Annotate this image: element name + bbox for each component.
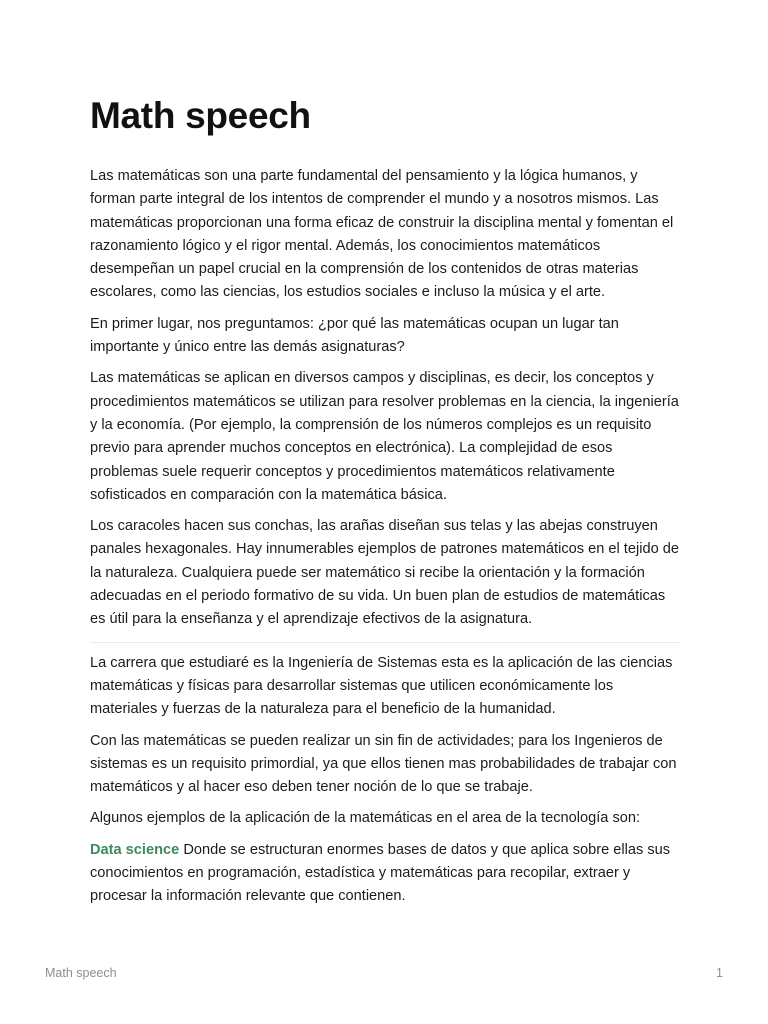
paragraph: En primer lugar, nos preguntamos: ¿por qué las matemáticas ocupan un lugar tan importante y único entre las demás asignaturas?: [90, 315, 619, 356]
footer-title: Math speech: [45, 966, 117, 980]
paragraph: Los caracoles hacen sus conchas, las arañas diseñan sus telas y las abejas construyen panales hexagonales. Hay innumerables ejemplos de patrones matemáticos en el tejido de la naturaleza. Cualquiera puede ser matemático si recibe la orientación y la formación adecuadas en el periodo formativo de su vida. Un buen plan de estudios de matemáticas es útil para la enseñanza y el aprendizaje efectivos de la asignatura.: [90, 518, 679, 628]
paragraph: Con las matemáticas se pueden realizar un sin fin de actividades; para los Ingenieros de sistemas es un requisito primordial, ya que ellos tienen mas probabilidades de trabajar con matemáticos y al hacer eso deben tener noción de lo que se trabaje.: [90, 732, 677, 796]
highlight-term: Data science: [90, 841, 180, 858]
document-page: [90, 93, 680, 917]
highlight-paragraph: [90, 839, 680, 909]
paragraph: Las matemáticas se aplican en diversos campos y disciplinas, es decir, los conceptos y procedimientos matemáticos se utilizan para resolver problemas en la ciencia, la ingeniería y la economía. (Por ejemplo, la comprensión de los números complejos es un requisito previo para aprender muchos conceptos en electrónica). La complejidad de esos problemas suele requerir conceptos y procedimientos matemáticos relativamente sofisticados en comparación con la matemática básica.: [90, 370, 679, 503]
paragraph: Las matemáticas son una parte fundamental del pensamiento y la lógica humanos, y forman parte integral de los intentos de comprender el mundo y a nosotros mismos. Las matemáticas proporcionan una forma eficaz de construir la disciplina mental y fomentan el razonamiento lógico y el rigor mental. Además, los conocimientos matemáticos desempeñan un papel crucial en la comprensión de los contenidos de otras materias escolares, como las ciencias, los estudios sociales e incluso la música y el arte.: [90, 168, 674, 301]
highlight-description: Donde se estructuran enormes bases de datos y que aplica sobre ellas sus conocimientos en programación, estadística y matemáticas para recopilar, extraer y procesar la información relevante que contienen.: [90, 841, 671, 905]
document-title: Math speech: [90, 95, 311, 136]
page-number: 1: [716, 966, 723, 980]
page-footer: [45, 966, 723, 984]
paragraph: La carrera que estudiaré es la Ingeniería de Sistemas esta es la aplicación de las ciencias matemáticas y físicas para desarrollar sistemas que utilicen económicamente los materiales y fuerzas de la naturaleza para el beneficio de la humanidad.: [90, 654, 673, 718]
section-divider: [90, 642, 680, 643]
paragraph: Algunos ejemplos de la aplicación de la matemáticas en el area de la tecnología son:: [90, 810, 641, 827]
